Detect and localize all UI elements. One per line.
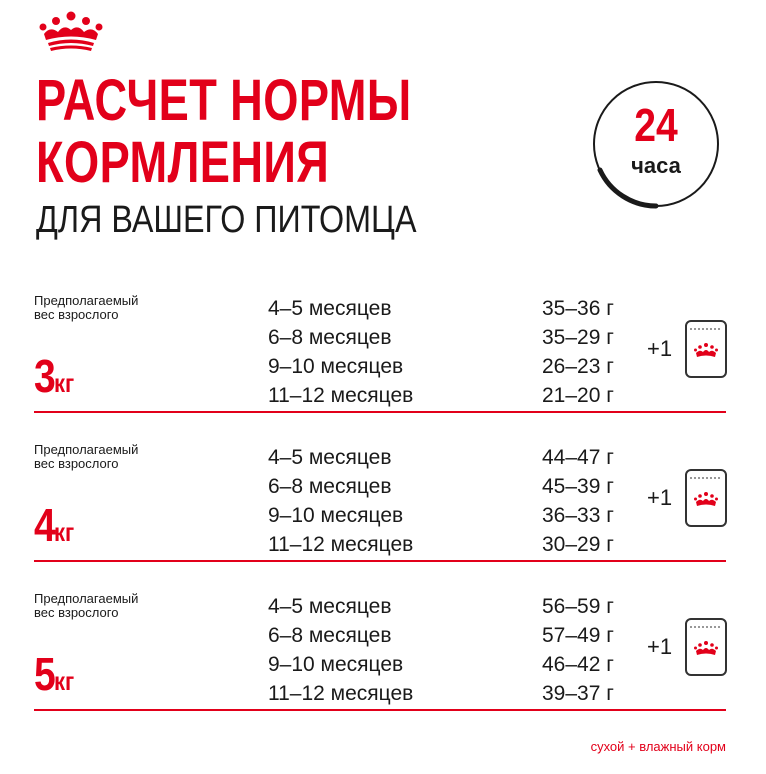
hours-badge xyxy=(586,80,726,212)
table-row: 6–8 месяцев 57–49 г xyxy=(268,624,614,647)
adult-weight: 5кг xyxy=(34,648,74,700)
feeding-section-4kg xyxy=(34,443,726,563)
table-row: 6–8 месяцев 45–39 г xyxy=(268,475,614,498)
subtitle: ДЛЯ ВАШЕГО ПИТОМЦА xyxy=(36,199,417,241)
feeding-section-5kg xyxy=(34,592,726,712)
feeding-section-3kg xyxy=(34,294,726,414)
estimated-weight-label: Предполагаемый вес взрослого xyxy=(34,442,139,471)
title-line-2: КОРМЛЕНИЯ xyxy=(36,130,330,195)
estimated-weight-label: Предполагаемый вес взрослого xyxy=(34,293,139,322)
wet-food-pouch-icon xyxy=(684,617,728,677)
section-divider xyxy=(34,560,726,562)
footnote: сухой + влажный корм xyxy=(590,739,726,754)
title-line-1: РАСЧЕТ НОРМЫ xyxy=(36,68,412,133)
table-row: 9–10 месяцев 26–23 г xyxy=(268,355,614,378)
badge-label: часа xyxy=(631,153,681,178)
wet-food-pouch-icon xyxy=(684,319,728,379)
plus-one-label: +1 xyxy=(647,485,673,510)
section-divider xyxy=(34,411,726,413)
table-row: 6–8 месяцев 35–29 г xyxy=(268,326,614,349)
plus-one-label: +1 xyxy=(647,634,673,659)
table-row: 11–12 месяцев 30–29 г xyxy=(268,533,614,556)
table-row: 4–5 месяцев 56–59 г xyxy=(268,595,614,618)
estimated-weight-label: Предполагаемый вес взрослого xyxy=(34,591,139,620)
table-row: 4–5 месяцев 44–47 г xyxy=(268,446,614,469)
table-row: 9–10 месяцев 36–33 г xyxy=(268,504,614,527)
table-row: 9–10 месяцев 46–42 г xyxy=(268,653,614,676)
section-divider xyxy=(34,709,726,711)
page-title xyxy=(36,70,517,242)
crown-icon xyxy=(36,10,106,52)
table-row: 11–12 месяцев 39–37 г xyxy=(268,682,614,705)
badge-number: 24 xyxy=(634,99,678,151)
plus-one-label: +1 xyxy=(647,336,673,361)
wet-food-pouch-icon xyxy=(684,468,728,528)
table-row: 11–12 месяцев 21–20 г xyxy=(268,384,614,407)
table-row: 4–5 месяцев 35–36 г xyxy=(268,297,614,320)
adult-weight: 3кг xyxy=(34,350,74,402)
adult-weight: 4кг xyxy=(34,499,74,551)
